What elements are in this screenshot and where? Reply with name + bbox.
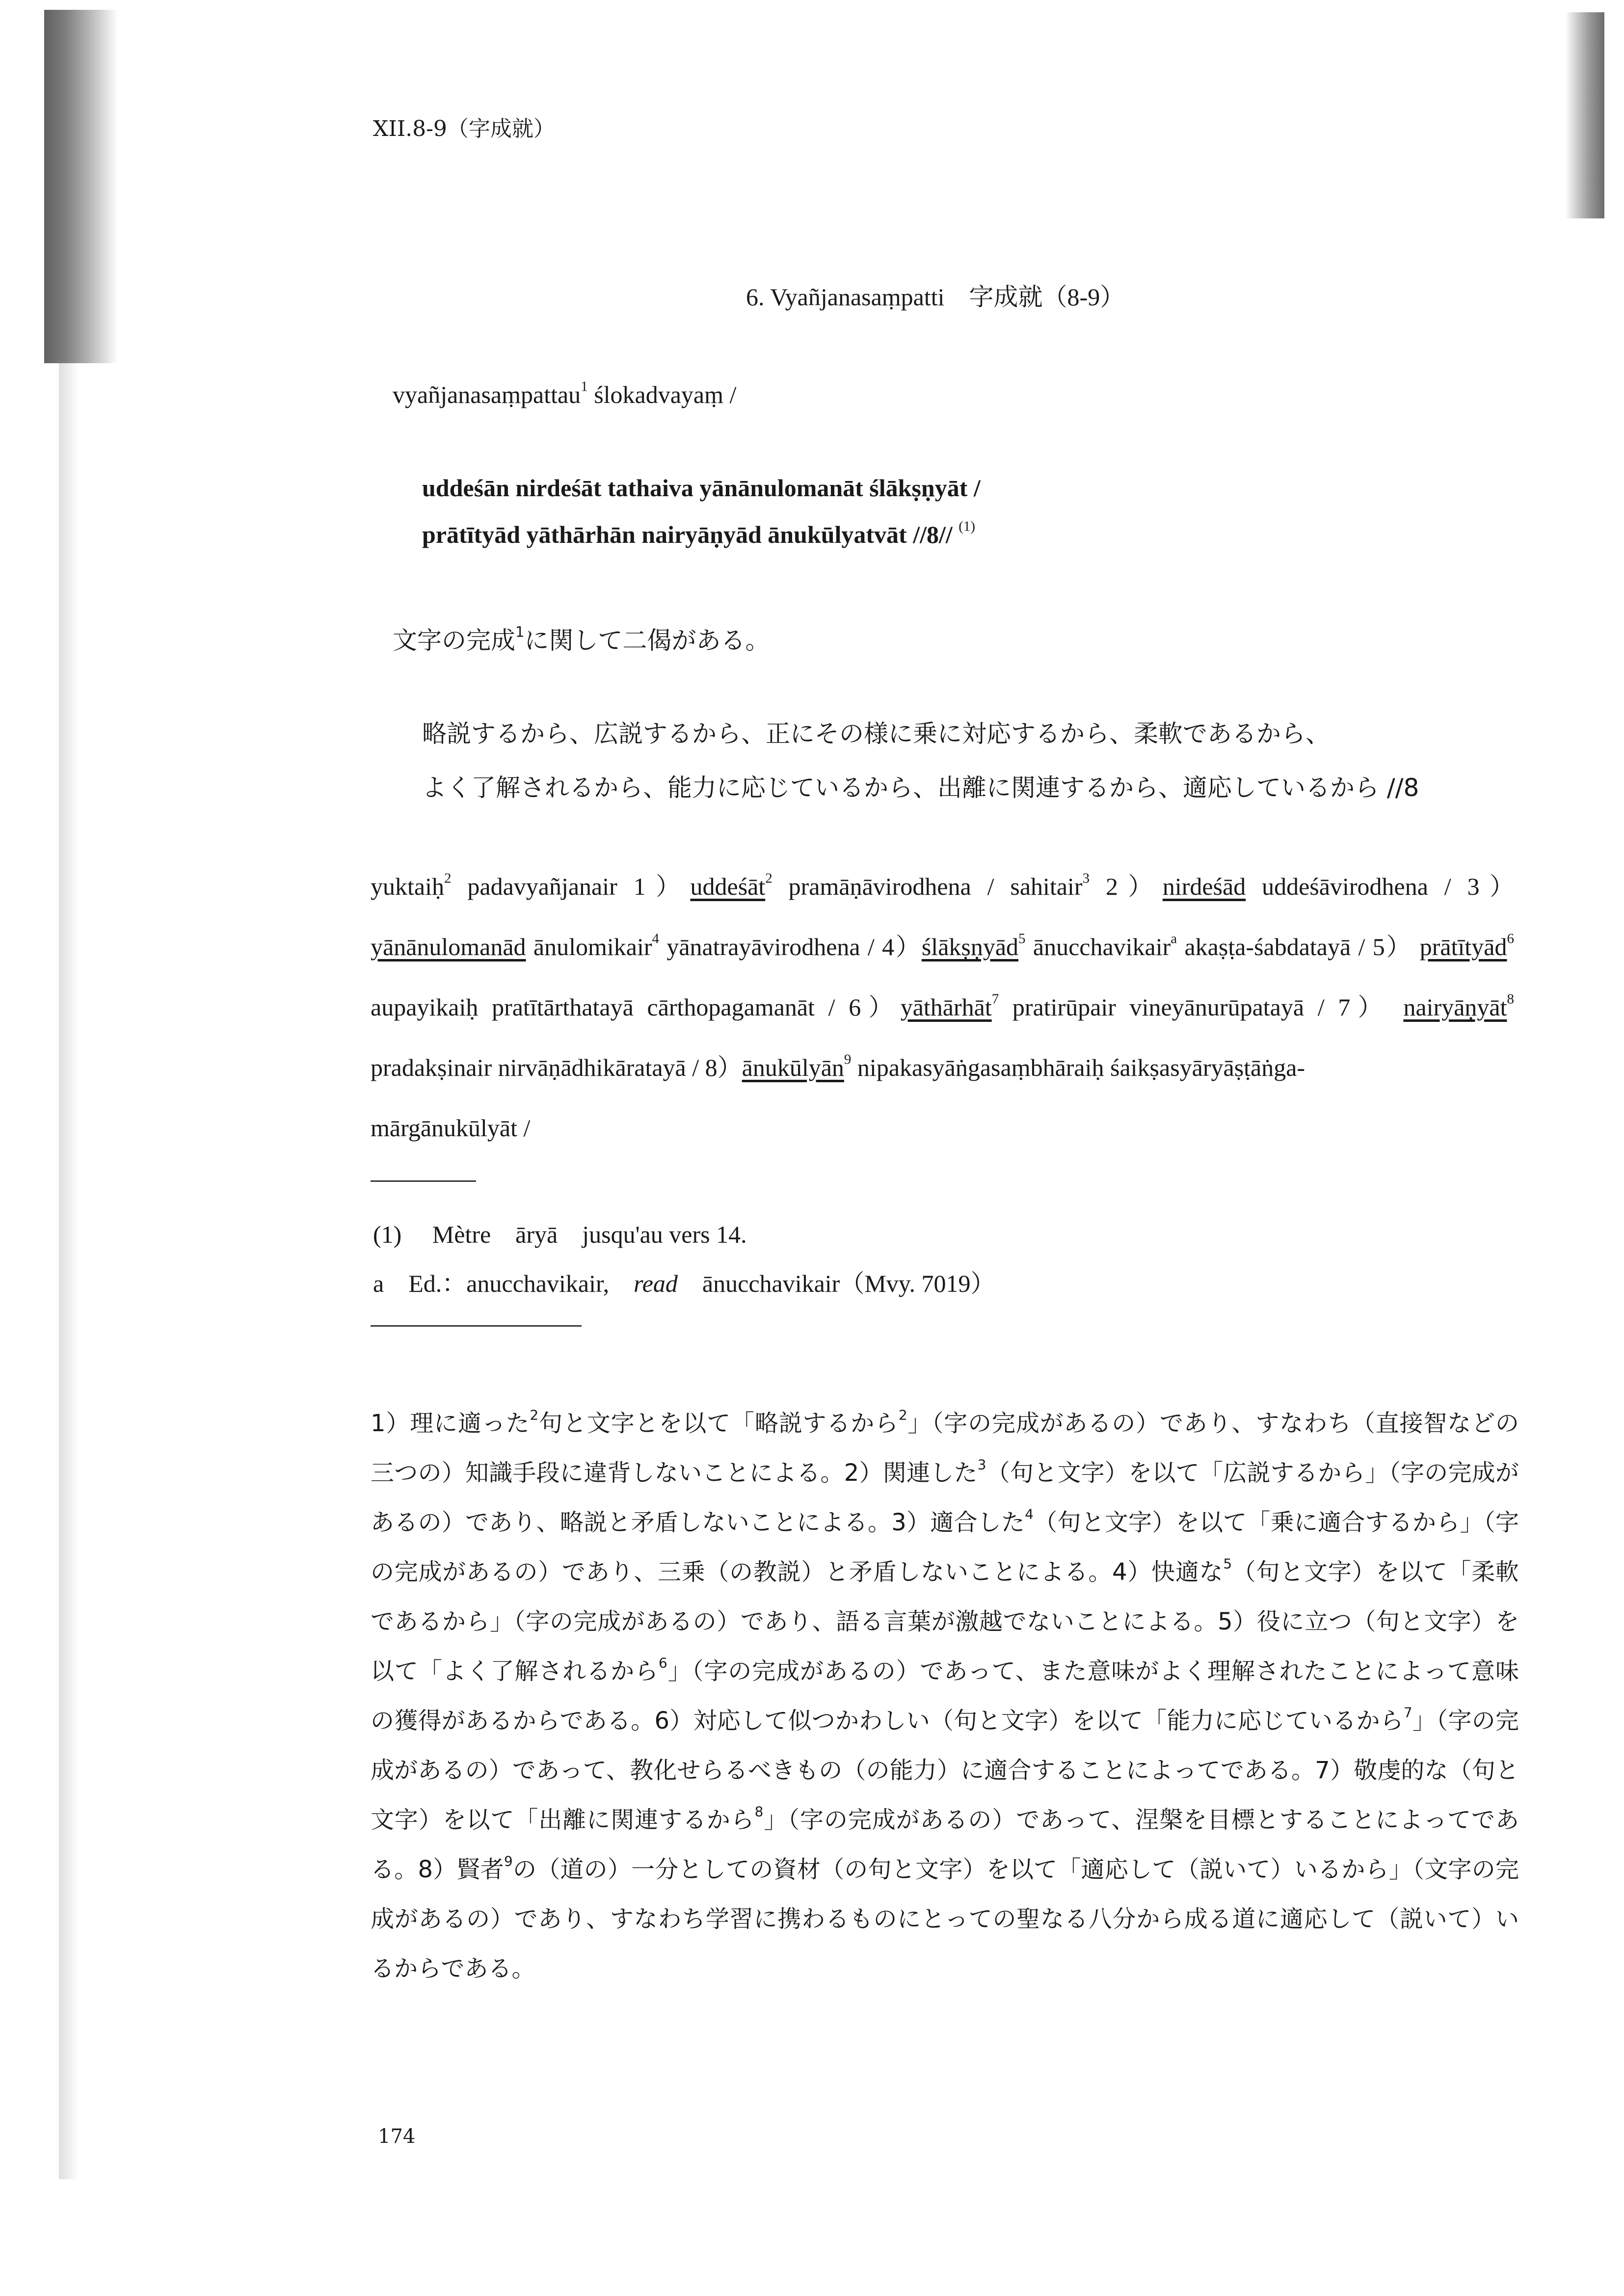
running-header: XII.8-9（字成就）: [373, 116, 555, 141]
japanese-intro-line: [393, 621, 770, 656]
scan-shadow-left-lower: [59, 363, 79, 2179]
japanese-verse-line-1: 略説するから、広説するから、正にその様に乗に対応するから、柔軟であるから、: [422, 720, 1330, 748]
jp-intro-a: 文字の完成: [393, 626, 515, 655]
underlined-term: uddeśāt: [690, 873, 766, 900]
underlined-term: nirdeśād: [1162, 873, 1246, 900]
underlined-term: ślākṣṇyād: [921, 933, 1019, 961]
scan-shadow-right: [1565, 12, 1604, 218]
sanskrit-intro-line: [393, 380, 736, 409]
section-title: 6. Vyañjanasaṃpatti 字成就（8-9）: [746, 283, 1125, 311]
jp-intro-b: に関して二偈がある。: [524, 626, 770, 655]
intro-text-rest: ślokadvayaṃ /: [587, 381, 737, 408]
verse-line-2: [422, 520, 975, 549]
footnote-1: (1) Mètre āryā jusqu'au vers 14.: [373, 1221, 747, 1248]
underlined-term: prātītyād: [1419, 933, 1507, 961]
verse-line-1: uddeśān nirdeśāt tathaiva yānānulomanāt ślākṣṇyāt /: [422, 474, 981, 502]
footnote-ref: 1: [515, 623, 525, 641]
underlined-term: yāthārhāt: [900, 993, 992, 1021]
japanese-verse-line-2: よく了解されるから、能力に応じているから、出離に関連するから、適応しているから //8: [422, 774, 1419, 802]
footnote-rule: [371, 1180, 476, 1182]
footnote-rule-end: [371, 1325, 582, 1327]
scan-shadow-left: [44, 10, 118, 363]
footnote-a: a Ed.：anucchavikair, read ānucchavikair（Mvy. 7019）: [373, 1270, 995, 1297]
underlined-term: yānānulomanād: [371, 933, 526, 961]
verse-note-mark: (1): [958, 518, 976, 534]
underlined-term: nairyāṇyāt: [1403, 993, 1507, 1021]
underlined-term: ānukūlyān: [742, 1054, 844, 1081]
sanskrit-commentary: yuktaiḥ$^2$ padavyañjanair 1）uddeśāt$^2$ pramāṇāvirodhena / sahitair$^3$ 2）nirdeśād uddeśāvirodhena / 3） yānānulomanād ānulomikair$^4$ yānatrayāvirodhena / 4）ślākṣṇyād$^5$ ānucchavikair$^a$ akaṣṭa-śabdatayā / 5） prātītyād$^6$ aupayikaiḥ pratītārthatayā cārthopagamanāt / 6）yāthārhāt$^7$ pratirūpair vineyānurūpatayā / 7） nairyāṇyāt$^8$ pradakṣinair nirvāṇādhikāratayā / 8）ānukūlyān$^9$ nipakasyāṅgasaṃbhāraiḥ śaikṣasyāryāṣṭāṅga- mārgānukūlyāt /: [371, 870, 1514, 1142]
footnote-ref: 1: [581, 378, 588, 395]
japanese-commentary: 1）理に適った$^2$句と文字とを以て「略説するから$^2$」（字の完成があるの）であり、すなわち（直接智などの三つの）知識手段に違背しないことによる。2）関連した$^3$（句と文字）を以て「広説するから」（字の完成があるの）であり、略説と矛盾しないことによる。3）適合した$^4$（句と文字）を以て「乗に適合するから」（字の完成があるの）であり、三乗（の教説）と矛盾しないことによる。4）快適な$^5$（句と文字）を以て「柔軟であるから」（字の完成があるの）であり、語る言葉が激越でないことによる。5）役に立つ（句と文字）を以て「よく了解されるから$^6$」（字の完成があるの）であって、また意味がよく理解されたことによって意味の獲得があるからである。6）対応して似つかわしい（句と文字）を以て「能力に応じているから$^7$」（字の完成があるの）であって、教化せらるべきもの（の能力）に適合することによってである。7）敬虔的な（句と文字）を以て「出離に関連するから$^8$」（字の完成があるの）であって、涅槃を目標とすることによってである。8）賢者$^9$の（道の）一分としての資材（の句と文字）を以て「適応して（説いて）いるから」（文字の完成があるの）であり、すなわち学習に携わるものにとっての聖なる八分から成る道に適応して（説いて）いるからである。: [371, 1407, 1519, 1982]
intro-text: vyañjanasaṃpattau: [393, 381, 581, 408]
page-number: 174: [378, 2125, 416, 2148]
verse-line-2-text: prātītyād yāthārhān nairyāṇyād ānukūlyatvāt //8//: [422, 521, 953, 548]
